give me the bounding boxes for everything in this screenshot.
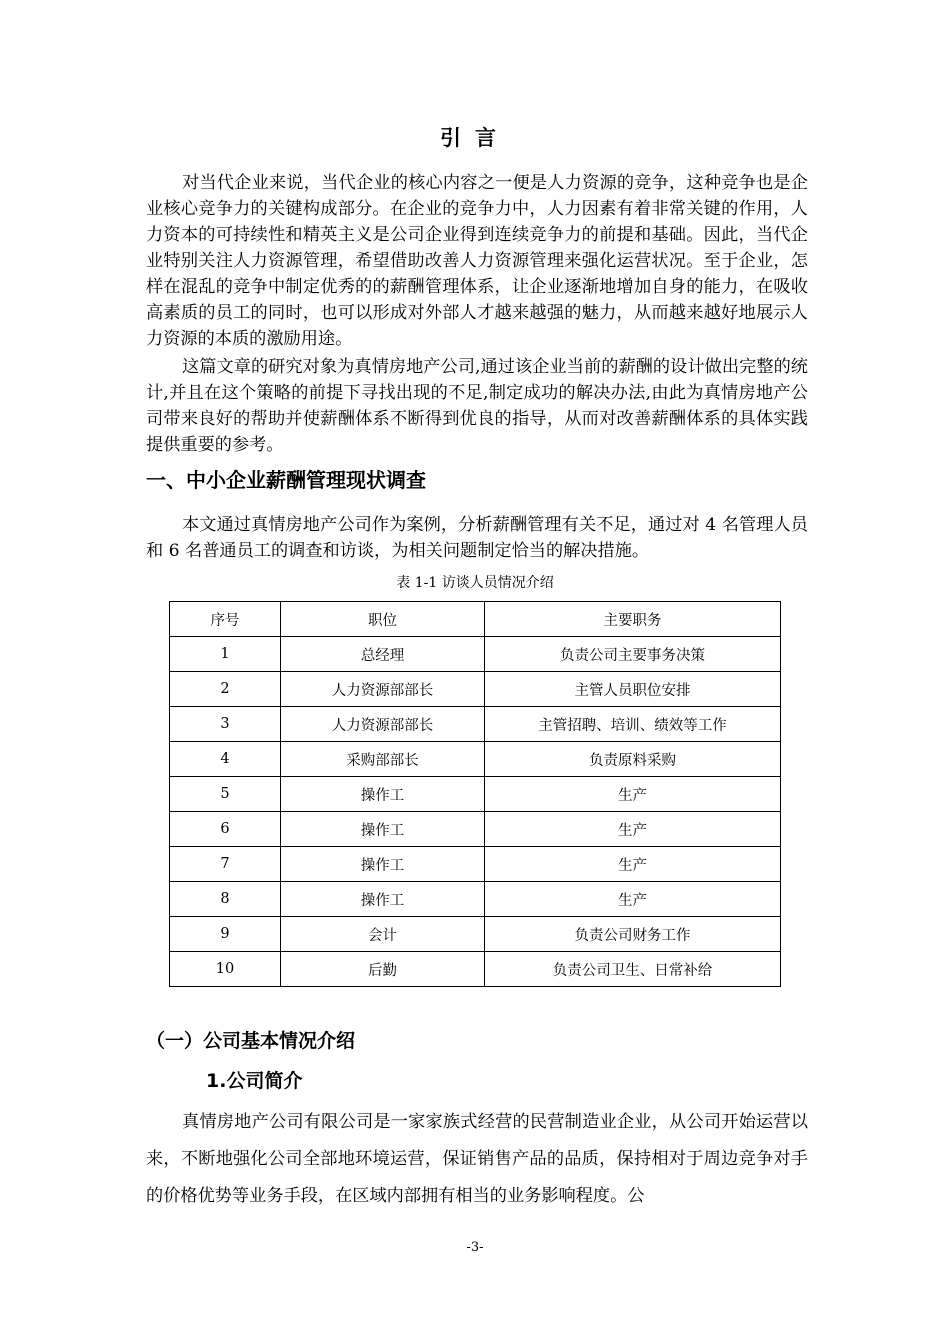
- intro-paragraph-2: 这篇文章的研究对象为真情房地产公司,通过该企业当前的薪酬的设计做出完整的统计,并且在这个策略的前提下寻找出现的不足,制定成功的解决办法,由此为真情房地产公司带来良好的帮助并使薪酬体系不断得到优良的指导，从而对改善薪酬体系的具体实践提供重要的参考。: [146, 357, 808, 455]
- intro-paragraph-1: 对当代企业来说，当代企业的核心内容之一便是人力资源的竞争，这种竞争也是企业核心竞争力的关键构成部分。在企业的竞争力中，人力因素有着非常关键的作用，人力资本的可持续性和精英主义是公司企业得到连续竞争力的前提和基础。因此，当代企业特别关注人力资源管理，希望借助改善人力资源管理来强化运营状况。至于企业，怎样在混乱的竞争中制定优秀的的薪酬管理体系，让企业逐渐地增加自身的能力，在吸收高素质的员工的同时，也可以形成对外部人才越来越强的魅力，从而越来越好地展示人力资源的本质的激励用途。: [146, 173, 808, 349]
- table-cell: 总经理: [281, 637, 485, 672]
- table-row: [170, 637, 781, 672]
- table-row: [170, 742, 781, 777]
- subsection-paragraph: 真情房地产公司有限公司是一家家族式经营的民营制造业企业，从公司开始运营以来，不断地强化公司全部地环境运营，保证销售产品的品质，保持相对于周边竞争对手的价格优势等业务手段，在区域内部拥有相当的业务影响程度。公: [146, 1112, 808, 1206]
- table-cell: 负责公司财务工作: [485, 917, 781, 952]
- subsubsection-heading: 1.公司简介: [206, 1070, 303, 1092]
- table-header-cell: 主要职务: [485, 602, 781, 637]
- table-cell: 负责原料采购: [485, 742, 781, 777]
- table-cell: 生产: [485, 882, 781, 917]
- table-row: [170, 952, 781, 987]
- table-cell: 主管招聘、培训、绩效等工作: [485, 707, 781, 742]
- table-cell: 采购部部长: [281, 742, 485, 777]
- interviewee-table: [169, 601, 781, 987]
- table-cell: 1: [170, 637, 281, 672]
- section-heading: 一、中小企业薪酬管理现状调查: [146, 468, 426, 492]
- table-cell: 4: [170, 742, 281, 777]
- page-title: 引言: [440, 126, 510, 150]
- table-cell: 人力资源部部长: [281, 672, 485, 707]
- subsection-heading: （一）公司基本情况介绍: [146, 1030, 356, 1052]
- table-row: [170, 882, 781, 917]
- table-cell: 6: [170, 812, 281, 847]
- table-cell: 人力资源部部长: [281, 707, 485, 742]
- table-cell: 2: [170, 672, 281, 707]
- table-cell: 操作工: [281, 882, 485, 917]
- table-row: [170, 707, 781, 742]
- table-caption: 表 1-1 访谈人员情况介绍: [396, 575, 554, 591]
- table-row: [170, 917, 781, 952]
- table-cell: 生产: [485, 847, 781, 882]
- table-row: [170, 847, 781, 882]
- table-cell: 5: [170, 777, 281, 812]
- table-cell: 主管人员职位安排: [485, 672, 781, 707]
- table-row: [170, 777, 781, 812]
- table-cell: 生产: [485, 812, 781, 847]
- table-cell: 负责公司主要事务决策: [485, 637, 781, 672]
- table-header-cell: 职位: [281, 602, 485, 637]
- table-cell: 会计: [281, 917, 485, 952]
- table-cell: 负责公司卫生、日常补给: [485, 952, 781, 987]
- table-cell: 3: [170, 707, 281, 742]
- page-number: -3-: [466, 1240, 484, 1255]
- table-cell: 生产: [485, 777, 781, 812]
- table-cell: 操作工: [281, 847, 485, 882]
- table-cell: 后勤: [281, 952, 485, 987]
- table-cell: 操作工: [281, 777, 485, 812]
- table-cell: 8: [170, 882, 281, 917]
- table-row: [170, 672, 781, 707]
- table-header-cell: 序号: [170, 602, 281, 637]
- table-header-row: [170, 602, 781, 637]
- section-paragraph: 本文通过真情房地产公司作为案例，分析薪酬管理有关不足，通过对 4 名管理人员和 6 名普通员工的调查和访谈，为相关问题制定恰当的解决措施。: [146, 515, 808, 561]
- table-cell: 操作工: [281, 812, 485, 847]
- table-cell: 9: [170, 917, 281, 952]
- table-row: [170, 812, 781, 847]
- table-cell: 7: [170, 847, 281, 882]
- table-cell: 10: [170, 952, 281, 987]
